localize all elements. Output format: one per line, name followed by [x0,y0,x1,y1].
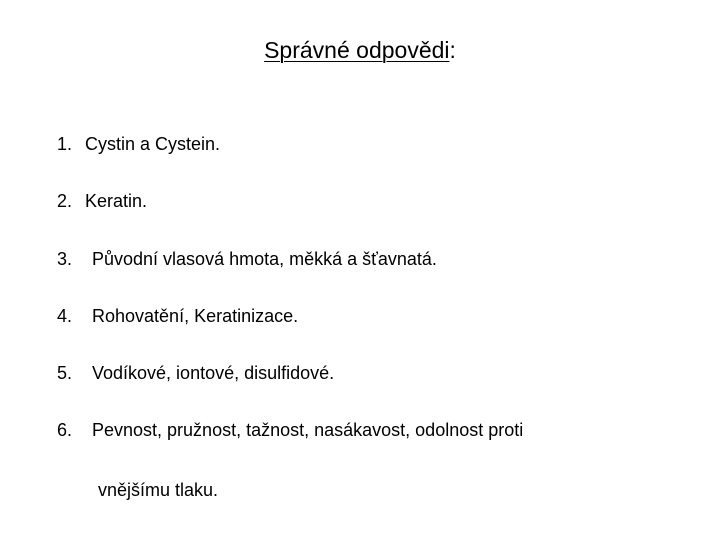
page-title [0,32,720,68]
answer-text: Pevnost, pružnost, tažnost, nasákavost, odolnost proti [92,420,524,440]
answer-number: 3. [57,249,73,269]
answer-text: Rohovatění, Keratinizace. [92,306,299,326]
answer-text: Původní vlasová hmota, měkká a šťavnatá. [92,249,437,269]
answer-number: 6. [57,420,73,440]
answer-text: Keratin. [85,191,148,211]
answer-number: 2. [57,191,73,211]
answer-item-6 [57,417,523,443]
answer-item-4 [57,303,298,329]
answer-item-5 [57,360,334,386]
answer-item-1 [57,131,220,157]
answer-item-6-continuation: vnějšímu tlaku. [98,480,219,500]
answer-number: 5. [57,363,73,383]
answer-item-3 [57,246,437,272]
answer-item-2 [57,188,147,214]
answer-number: 4. [57,306,73,326]
title-colon: : [449,37,456,63]
answer-number: 1. [57,134,73,154]
answer-text: Vodíkové, iontové, disulfidové. [92,363,335,383]
answer-text: Cystin a Cystein. [85,134,221,154]
title-text: Správné odpovědi [264,37,450,63]
